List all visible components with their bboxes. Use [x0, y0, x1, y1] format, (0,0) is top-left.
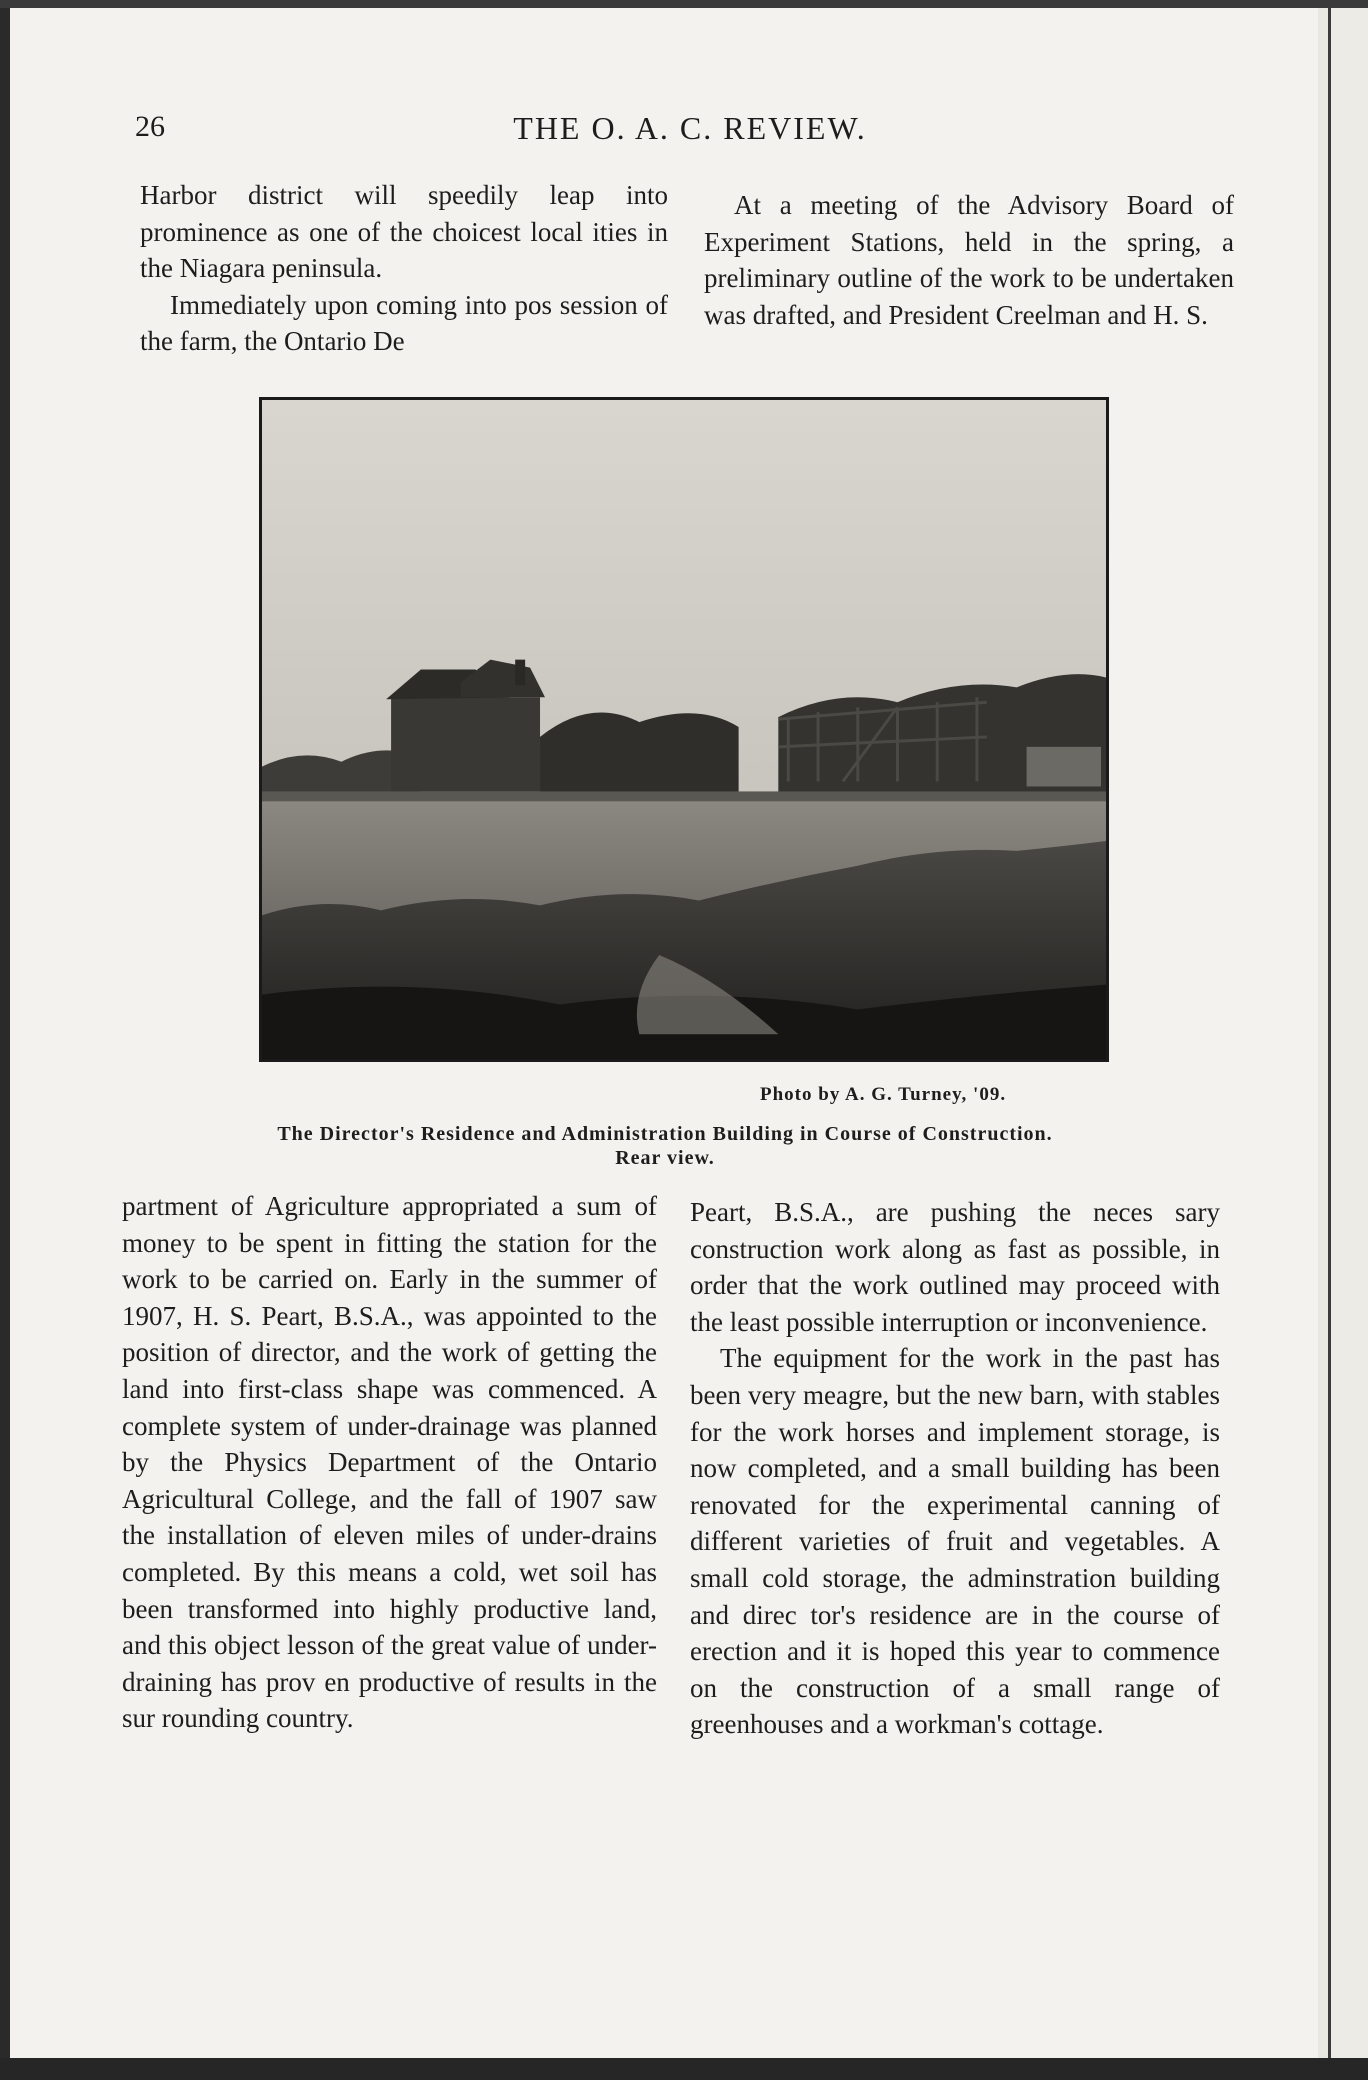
bottom-right-column	[690, 1194, 1220, 1743]
paragraph: Harbor district will speedily leap into prominence as one of the choicest local ities in the Niagara peninsula.	[140, 180, 668, 284]
construction-photo	[259, 397, 1109, 1062]
bottom-left-column	[122, 1188, 657, 1737]
paragraph: Immediately upon coming into pos session of the farm, the Ontario De	[140, 289, 668, 357]
paragraph: Peart, B.S.A., are pushing the neces sary construction work along as fast as possible, in order that the work outlined may proceed with the least possible interruption or inconvenience.	[690, 1197, 1220, 1337]
caption-line-1: The Director's Residence and Administration Building in Course of Construction.	[277, 1123, 1053, 1145]
top-right-column	[704, 187, 1234, 333]
scan-bottom-edge	[0, 2058, 1368, 2080]
adjacent-page-edge	[1328, 8, 1368, 2058]
paragraph: The equipment for the work in the past has been very meagre, but the new barn, with stables for the work horses and implement storage, is now completed, and a small building has been renovated for the experimental canning of different varieties of fruit and vegetables. A small cold storage, the adminstration building and direc tor's residence are in the course of erection and it is hoped this year to commence on the construction of a small range of greenhouses and a workman's cottage.	[690, 1343, 1220, 1740]
page-gutter	[1318, 8, 1328, 2058]
photo-credit: Photo by A. G. Turney, '09.	[760, 1084, 1007, 1105]
photo-caption	[140, 1122, 1190, 1170]
page-header	[135, 110, 1245, 150]
scan-top-edge	[0, 0, 1368, 8]
paragraph: partment of Agriculture appropriated a sum of money to be spent in fitting the station for the work to be carried on. Early in the summer of 1907, H. S. Peart, B.S.A., was appointed to the position of director, and the work of getting the land into first-class shape was commenced. A complete system of under-drainage was planned by the Physics Department of the Ontario Agricultural College, and the fall of 1907 saw the installation of eleven miles of under-drains completed. By this means a cold, wet soil has been transformed into highly productive land, and this object lesson of the great value of under-draining has prov en productive of results in the sur rounding country.	[122, 1191, 657, 1734]
top-left-column	[140, 177, 668, 360]
photo-illustration	[262, 400, 1106, 1059]
caption-line-2: Rear view.	[615, 1147, 715, 1169]
running-title: THE O. A. C. REVIEW.	[513, 110, 867, 146]
page-number: 26	[135, 110, 165, 143]
paragraph: At a meeting of the Advisory Board of Experiment Stations, held in the spring, a preliminary outline of the work to be undertaken was drafted, and President Creelman and H. S.	[704, 190, 1234, 330]
